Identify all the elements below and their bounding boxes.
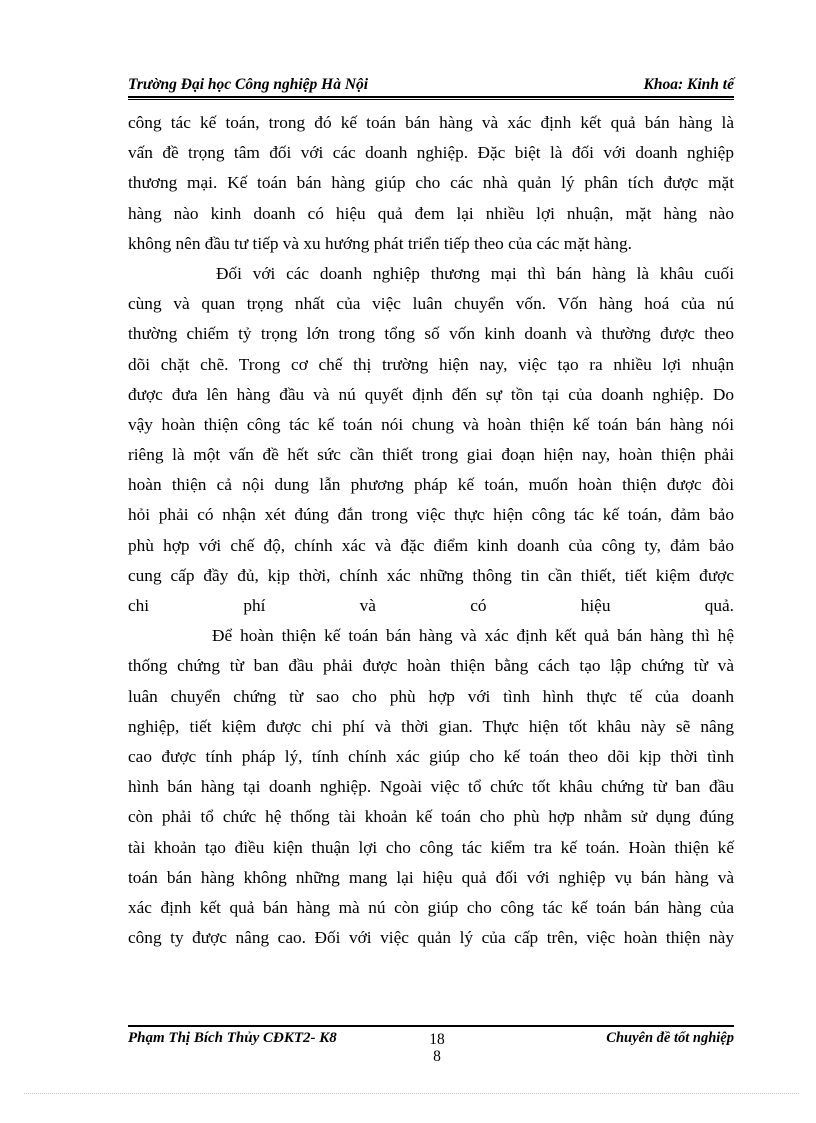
text-line: thường chiếm tỷ trọng lớn trong tổng số vốn kinh doanh và thường được theo: [128, 324, 734, 344]
text-line: thống chứng từ ban đầu phải được hoàn thiện bằng cách tạo lập chứng từ và: [128, 656, 734, 676]
header-university: Trường Đại học Công nghiệp Hà Nội: [128, 76, 369, 93]
text-line: cung cấp đầy đủ, kịp thời, chính xác những thông tin cần thiết, tiết kiệm được: [128, 565, 734, 585]
footer-title: Chuyên đề tốt nghiệp: [606, 1030, 734, 1046]
text-line: công ty được nâng cao. Đối với việc quản lý của cấp trên, việc hoàn thiện này: [128, 928, 734, 948]
header-rule-thin: [128, 99, 734, 100]
text-line: không nên đầu tư tiếp và xu hướng phát triển tiếp theo của các mặt hàng.: [128, 233, 632, 253]
text-line: nghiệp, tiết kiệm được chi phí và thời gian. Thực hiện tốt khâu này sẽ nâng: [128, 716, 734, 736]
page-number-line-2: 8: [433, 1048, 441, 1065]
text-line-spread: chi phí và có hiệu quả.: [128, 596, 734, 615]
text-line: phù hợp với chế độ, chính xác và đặc điểm kinh doanh của công ty, đảm bảo: [128, 535, 734, 555]
text-line: hoàn thiện cả nội dung lẫn phương pháp kế toán, muốn hoàn thiện được đòi: [128, 475, 734, 495]
text-line: hỏi phải có nhận xét đúng đắn trong việc thực hiện công tác kế toán, đảm bảo: [128, 505, 734, 525]
header-faculty: Khoa: Kinh tế: [643, 76, 734, 93]
page-number: [422, 1031, 452, 1065]
body-text: [128, 108, 734, 953]
text-line: còn phải tổ chức hệ thống tài khoản kế toán cho phù hợp nhằm sử dụng đúng: [128, 807, 734, 827]
running-footer: [128, 1029, 734, 1075]
paragraph-first-line: Để hoàn thiện kế toán bán hàng và xác định kết quả bán hàng thì hệ: [212, 626, 734, 646]
text-line: xác định kết quả bán hàng mà nú còn giúp cho công tác kế toán bán hàng của: [128, 897, 734, 917]
text-line: toán bán hàng không những mang lại hiệu quả đối với nghiệp vụ bán hàng và: [128, 867, 734, 887]
text-line: công tác kế toán, trong đó kế toán bán hàng và xác định kết quả bán hàng là: [128, 113, 734, 132]
running-header: [128, 74, 734, 96]
text-line: cùng và quan trọng nhất của việc luân chuyển vốn. Vốn hàng hoá của nú: [128, 294, 734, 314]
text-line: hàng nào kinh doanh có hiệu quả đem lại nhiều lợi nhuận, mặt hàng nào: [128, 203, 734, 223]
text-line: riêng là một vấn đề hết sức cần thiết trong giai đoạn hiện nay, hoàn thiện phải: [128, 445, 734, 465]
page-number-line-1: 18: [429, 1031, 445, 1048]
text-line: tài khoản tạo điều kiện thuận lợi cho công tác kiểm tra kế toán. Hoàn thiện kế: [128, 837, 734, 857]
text-line: thương mại. Kế toán bán hàng giúp cho các nhà quản lý phân tích được mặt: [128, 173, 734, 193]
text-line: cao được tính pháp lý, tính chính xác giúp cho kế toán theo dõi kịp thời tình: [128, 746, 734, 766]
footer-rule: [128, 1025, 734, 1027]
text-line: vậy hoàn thiện công tác kế toán nói chung và hoàn thiện kế toán bán hàng nói: [128, 414, 734, 434]
text-line: dõi chặt chẽ. Trong cơ chế thị trường hiện nay, việc tạo ra nhiều lợi nhuận: [128, 354, 734, 374]
text-line: được đưa lên hàng đầu và nú quyết định đến sự tồn tại của doanh nghiệp. Do: [128, 384, 734, 404]
footer-author: Phạm Thị Bích Thủy CĐKT2- K8: [128, 1030, 337, 1046]
text-line: hình bán hàng tại doanh nghiệp. Ngoài việc tổ chức tốt khâu chứng từ ban đầu: [128, 777, 734, 797]
paragraph-first-line: Đối với các doanh nghiệp thương mại thì bán hàng là khâu cuối: [216, 263, 734, 283]
page-edge-dotted: [24, 1093, 799, 1094]
text-line: vấn đề trọng tâm đối với các doanh nghiệp. Đặc biệt là đối với doanh nghiệp: [128, 143, 734, 163]
header-rule: [128, 96, 734, 98]
text-line: luân chuyển chứng từ sao cho phù hợp với tình hình thực tế của doanh: [128, 686, 734, 706]
